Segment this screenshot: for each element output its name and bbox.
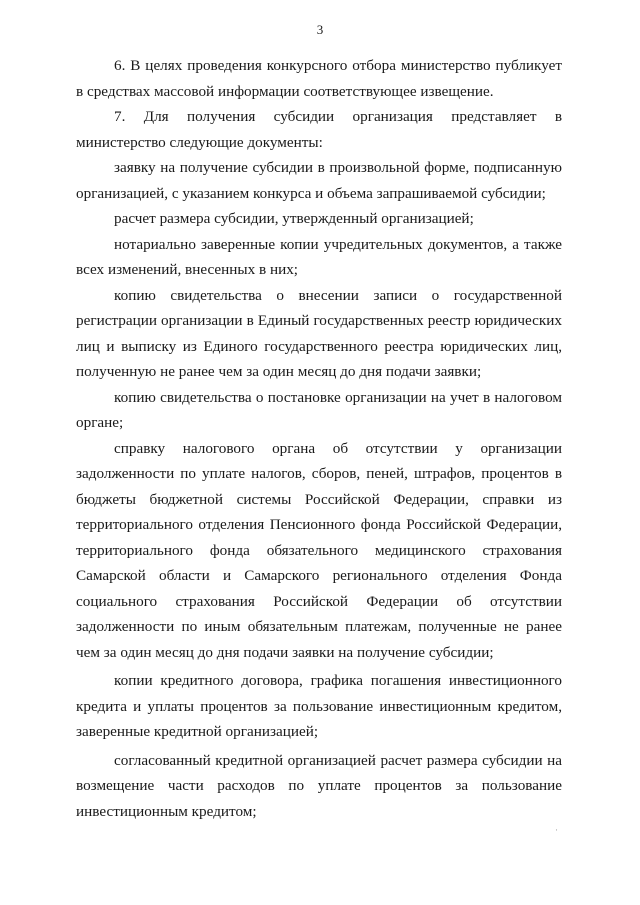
paragraph-7-documents-intro: 7. Для получения субсидии организация представляет в министерство следующие документы: <box>76 108 562 151</box>
list-item-credit-agreement: копии кредитного договора, графика погашения инвестиционного кредита и уплаты процентов за пользование инвестиционным кредитом, заверенные кредитной организацией; <box>76 672 562 740</box>
list-item-no-debt-certificate: справку налогового органа об отсутствии у организации задолженности по уплате налогов, сборов, пеней, штрафов, процентов в бюджеты бюджетной системы Российской Федерации, справки из территориального отделения Пенсионного фонда Российской Федерации, территориального фонда обязательного медицинского страхования Самарской области и Самарского регионального отделения Фонда социального страхования Российской Федерации об отсутствии задолженности по иным обязательным платежам, полученные не ранее чем за один месяц до дня подачи заявки на получение субсидии; <box>76 439 562 661</box>
document-body <box>76 53 562 824</box>
paragraph-6-announcement: 6. В целях проведения конкурсного отбора министерство публикует в средствах массовой информации соответствующее извещение. <box>76 57 562 100</box>
list-item-bank-approved-calculation: согласованный кредитной организацией расчет размера субсидии на возмещение части расходов по уплате процентов за пользование инвестиционным кредитом; <box>76 751 562 820</box>
list-item-application: заявку на получение субсидии в произвольной форме, подписанную организацией, с указанием конкурса и объема запрашиваемой субсидии; <box>76 159 562 202</box>
page-number: 3 <box>316 22 324 37</box>
scan-speck: · <box>555 825 558 835</box>
list-item-registration-certificate: копию свидетельства о внесении записи о государственной регистрации организации в Единый государственных реестр юридических лиц и выписку из Единого государственного реестра юридических лиц, полученную не ранее чем за один месяц до дня подачи заявки; <box>76 286 562 380</box>
list-item-subsidy-calculation: расчет размера субсидии, утвержденный организацией; <box>114 210 474 227</box>
list-item-founding-documents: нотариально заверенные копии учредительных документов, а также всех изменений, внесенных в них; <box>76 235 562 278</box>
list-item-tax-registration: копию свидетельства о постановке организации на учет в налоговом органе; <box>76 388 562 431</box>
